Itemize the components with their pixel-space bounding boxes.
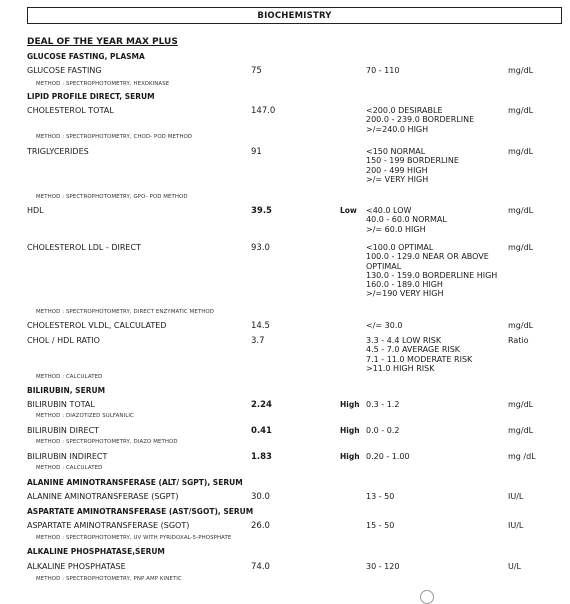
test-triglycerides-unit: mg/dL <box>508 147 534 156</box>
ref-line: <150 NORMAL <box>366 147 426 156</box>
test-glucose-unit: mg/dL <box>508 66 534 75</box>
test-alp-unit: U/L <box>508 562 522 571</box>
test-alp-name: ALKALINE PHOSPHATASE <box>27 562 126 571</box>
test-ast-unit: IU/L <box>508 521 524 530</box>
test-triglycerides-ref <box>366 147 459 184</box>
test-hdl-flag: Low <box>340 206 357 215</box>
test-bilirubin-indirect-unit: mg /dL <box>508 452 536 461</box>
section-bilirubin: BILIRUBIN, SERUM <box>27 386 106 395</box>
ref-line: <200.0 DESIRABLE <box>366 106 443 115</box>
ref-line: >/= 60.0 HIGH <box>366 224 426 234</box>
test-ast-name: ASPARTATE AMINOTRANSFERASE (SGOT) <box>27 521 190 530</box>
test-ldl-name: CHOLESTEROL LDL - DIRECT <box>27 243 141 252</box>
ref-line: 150 - 199 BORDERLINE <box>366 156 459 166</box>
ref-line: 15 - 50 <box>366 521 395 530</box>
test-triglycerides-name: TRIGLYCERIDES <box>27 147 89 156</box>
test-bilirubin-total-method: METHOD : DIAZOTIZED SULFANILIC <box>36 413 134 419</box>
test-cholesterol-value: 147.0 <box>251 106 276 116</box>
ref-line: >/= VERY HIGH <box>366 174 429 184</box>
ref-line: 200.0 - 239.0 BORDERLINE <box>366 115 475 125</box>
test-glucose-value: 75 <box>251 66 262 76</box>
test-bilirubin-indirect-method: METHOD : CALCULATED <box>36 465 103 471</box>
test-ldl-ref <box>366 243 497 299</box>
ref-line: 3.3 - 4.4 LOW RISK <box>366 336 442 345</box>
test-glucose-ref <box>366 66 399 75</box>
test-cholesterol-unit: mg/dL <box>508 106 534 115</box>
test-bilirubin-direct-ref <box>366 426 399 435</box>
test-bilirubin-direct-unit: mg/dL <box>508 426 534 435</box>
test-ast-value: 26.0 <box>251 521 270 531</box>
test-triglycerides-value: 91 <box>251 147 262 157</box>
test-vldl-name: CHOLESTEROL VLDL, CALCULATED <box>27 321 167 330</box>
ref-line: 0.0 - 0.2 <box>366 426 400 435</box>
test-bilirubin-indirect-flag: High <box>340 452 360 461</box>
test-vldl-unit: mg/dL <box>508 321 534 330</box>
test-ldl-value: 93.0 <box>251 243 270 253</box>
test-chol-hdl-ratio-unit: Ratio <box>508 336 529 345</box>
test-ast-ref <box>366 521 394 530</box>
section-alp: ALKALINE PHOSPHATASE,SERUM <box>27 547 165 556</box>
ref-line: 30 - 120 <box>366 562 400 571</box>
test-ast-method: METHOD : SPECTROPHOTOMETRY, UV WITH PYRIDOXAL-5-PHOSPHATE <box>36 535 232 541</box>
test-bilirubin-direct-name: BILIRUBIN DIRECT <box>27 426 100 435</box>
section-lipid: LIPID PROFILE DIRECT, SERUM <box>27 92 155 101</box>
ref-line: 100.0 - 129.0 NEAR OR ABOVE <box>366 252 489 262</box>
test-alp-method: METHOD : SPECTROPHOTOMETRY, PNP AMP KINETIC <box>36 576 182 582</box>
test-alt-value: 30.0 <box>251 492 270 502</box>
test-vldl-value: 14.5 <box>251 321 270 331</box>
test-hdl-unit: mg/dL <box>508 206 534 215</box>
test-glucose-method: METHOD : SPECTROPHOTOMETRY, HEXOKINASE <box>36 81 170 87</box>
section-ast: ASPARTATE AMINOTRANSFERASE (AST/SGOT), SERUM <box>27 507 254 516</box>
ref-line: 0.3 - 1.2 <box>366 400 400 409</box>
test-bilirubin-direct-flag: High <box>340 426 360 435</box>
test-ldl-unit: mg/dL <box>508 243 534 252</box>
ref-line: 4.5 - 7.0 AVERAGE RISK <box>366 345 461 355</box>
ref-line: 0.20 - 1.00 <box>366 452 410 461</box>
ref-line: 40.0 - 60.0 NORMAL <box>366 215 447 225</box>
test-bilirubin-total-flag: High <box>340 400 360 409</box>
ref-line: >/=190 VERY HIGH <box>366 289 444 299</box>
test-bilirubin-indirect-ref <box>366 452 410 461</box>
test-cholesterol-method: METHOD : SPECTROPHOTOMETRY, CHOD- POD METHOD <box>36 134 193 140</box>
ref-line: 160.0 - 189.0 HIGH <box>366 280 443 290</box>
ref-line: <100.0 OPTIMAL <box>366 243 434 252</box>
test-glucose-name: GLUCOSE FASTING <box>27 66 102 75</box>
ref-line: OPTIMAL <box>366 261 402 271</box>
test-vldl-ref <box>366 321 402 330</box>
test-alt-unit: IU/L <box>508 492 524 501</box>
ref-line: 200 - 499 HIGH <box>366 165 428 175</box>
ref-line: <40.0 LOW <box>366 206 412 215</box>
test-bilirubin-total-ref <box>366 400 399 409</box>
test-bilirubin-indirect-value: 1.83 <box>251 452 272 462</box>
test-hdl-ref <box>366 206 447 234</box>
test-hdl-name: HDL <box>27 206 44 215</box>
test-cholesterol-ref <box>366 106 474 134</box>
report-header: BIOCHEMISTRY <box>27 7 562 24</box>
ref-line: 70 - 110 <box>366 66 400 75</box>
test-ldl-method: METHOD : SPECTROPHOTOMETRY, DIRECT ENZYMATIC METHOD <box>36 309 214 315</box>
test-bilirubin-total-unit: mg/dL <box>508 400 534 409</box>
test-bilirubin-total-value: 2.24 <box>251 400 272 410</box>
test-alp-value: 74.0 <box>251 562 270 572</box>
package-title: DEAL OF THE YEAR MAX PLUS <box>27 37 178 47</box>
test-triglycerides-method: METHOD : SPECTROPHOTOMETRY, GPO- POD METHOD <box>36 194 188 200</box>
ref-line: >11.0 HIGH RISK <box>366 363 435 373</box>
test-bilirubin-direct-value: 0.41 <box>251 426 272 436</box>
ref-line: 13 - 50 <box>366 492 395 501</box>
section-alt: ALANINE AMINOTRANSFERASE (ALT/ SGPT), SERUM <box>27 478 243 487</box>
test-chol-hdl-ratio-ref <box>366 336 472 373</box>
test-cholesterol-name: CHOLESTEROL TOTAL <box>27 106 114 115</box>
section-glucose: GLUCOSE FASTING, PLASMA <box>27 52 145 61</box>
test-chol-hdl-ratio-method: METHOD : CALCULATED <box>36 374 103 380</box>
test-hdl-value: 39.5 <box>251 206 272 216</box>
ref-line: 7.1 - 11.0 MODERATE RISK <box>366 354 473 364</box>
test-bilirubin-total-name: BILIRUBIN TOTAL <box>27 400 95 409</box>
ref-line: 130.0 - 159.0 BORDERLINE HIGH <box>366 270 498 280</box>
test-chol-hdl-ratio-value: 3.7 <box>251 336 265 346</box>
test-alt-ref <box>366 492 394 501</box>
ref-line: </= 30.0 <box>366 321 403 330</box>
test-alt-name: ALANINE AMINOTRANSFERASE (SGPT) <box>27 492 179 501</box>
test-bilirubin-direct-method: METHOD : SPECTROPHOTOMETRY, DIAZO METHOD <box>36 439 178 445</box>
test-alp-ref <box>366 562 399 571</box>
test-bilirubin-indirect-name: BILIRUBIN INDIRECT <box>27 452 108 461</box>
test-chol-hdl-ratio-name: CHOL / HDL RATIO <box>27 336 100 345</box>
ref-line: >/=240.0 HIGH <box>366 124 429 134</box>
page-mark-arc <box>420 590 434 604</box>
